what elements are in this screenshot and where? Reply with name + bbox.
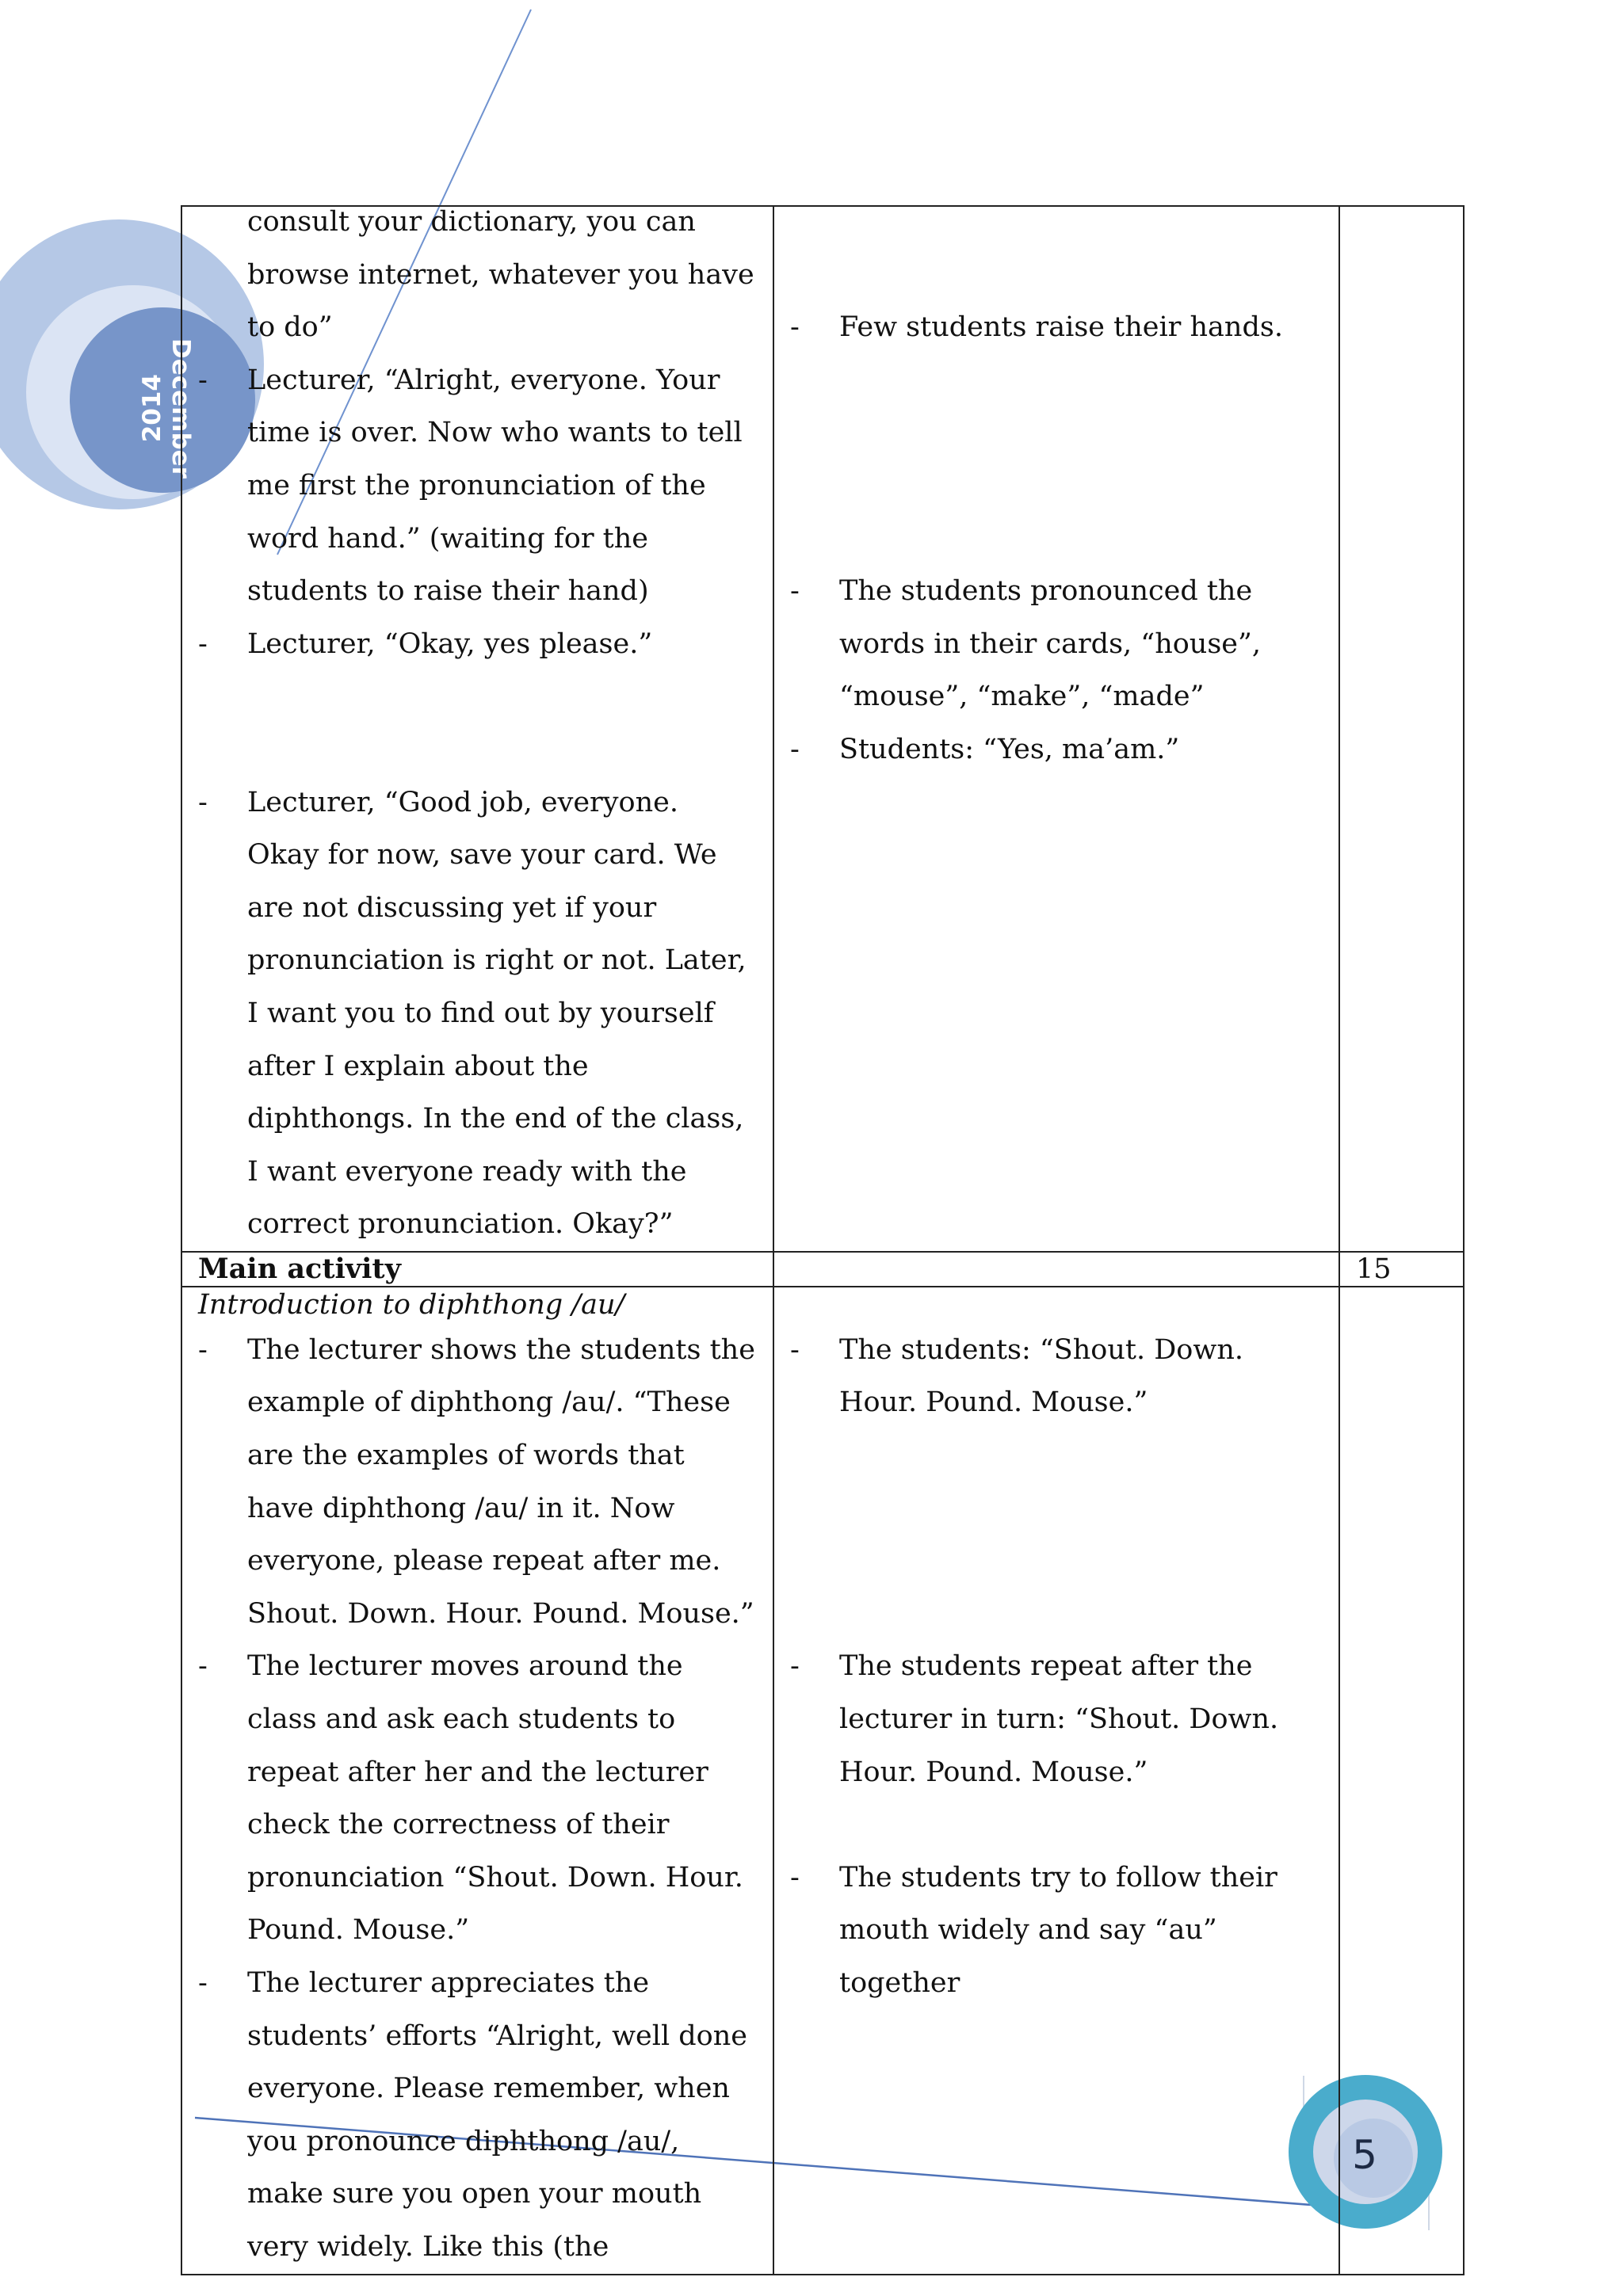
table-row [181,1287,1464,2275]
lecturer-item: - The lecturer shows the students the example of diphthong /au/. “These are the examples of words that have diphthong /au/ in it. Now everyone, please repeat after me. Shout. Down. Hour. Pound. Mouse.” [198,1333,755,1630]
activity-subtitle: Introduction to diphthong /au/ [198,1288,625,1321]
lecturer-item: - The lecturer moves around the class and ask each students to repeat after her and the lecturer check the correctness of their pronunciation “Shout. Down. Hour. Pound. Mouse.” [198,1650,743,1947]
section-header-row [181,1252,1464,1287]
student-item: - Few students raise their hands. [790,311,1283,344]
student-item: - Students: “Yes, ma’am.” [790,733,1180,765]
lecturer-item: - The lecturer appreciates the students’ efforts “Alright, well done everyone. Please remember, when you pronounce diphthong /au/, make sure you open your mouth very widely. Like this (the [198,1967,747,2263]
student-item: - The students try to follow their mouth widely and say “au” together [790,1861,1277,2000]
student-item: - The students: “Shout. Down. Hour. Pound. Mouse.” [790,1333,1243,1419]
time-cell [1339,206,1464,1252]
lecturer-item: - Lecturer, “Alright, everyone. Your time is over. Now who wants to tell me first the pronunciation of the word hand.” (waiting for the students to raise their hand) [198,364,743,608]
table-row [181,206,1464,1252]
lecturer-item: consult your dictionary, you can browse internet, whatever you have to do” [247,206,754,344]
header-year: 2014 [138,373,166,443]
header-month: December [166,338,195,479]
student-activity-cell [773,206,1339,1252]
student-item: - The students pronounced the words in their cards, “house”, “mouse”, “make”, “made” [790,575,1262,713]
student-item: - The students repeat after the lecturer in turn: “Shout. Down. Hour. Pound. Mouse.” [790,1650,1279,1788]
lecturer-item: - Lecturer, “Okay, yes please.” [198,627,653,660]
lesson-plan-table [181,205,1465,2275]
page-number: 5 [1352,2132,1377,2178]
section-title: Main activity [198,1252,401,1285]
section-time: 15 [1356,1253,1392,1285]
lecturer-activity-cell [181,206,773,1252]
lecturer-item: - Lecturer, “Good job, everyone. Okay for now, save your card. We are not discussing yet if your pronunciation is right or not. Later, I want you to find out by yourself after I explain about the diphthongs. In the end of the class, I want everyone ready with the correct pronunciation. Okay?” [198,786,747,1241]
lecturer-activity-cell [181,1287,773,2275]
student-activity-cell [773,1287,1339,2275]
